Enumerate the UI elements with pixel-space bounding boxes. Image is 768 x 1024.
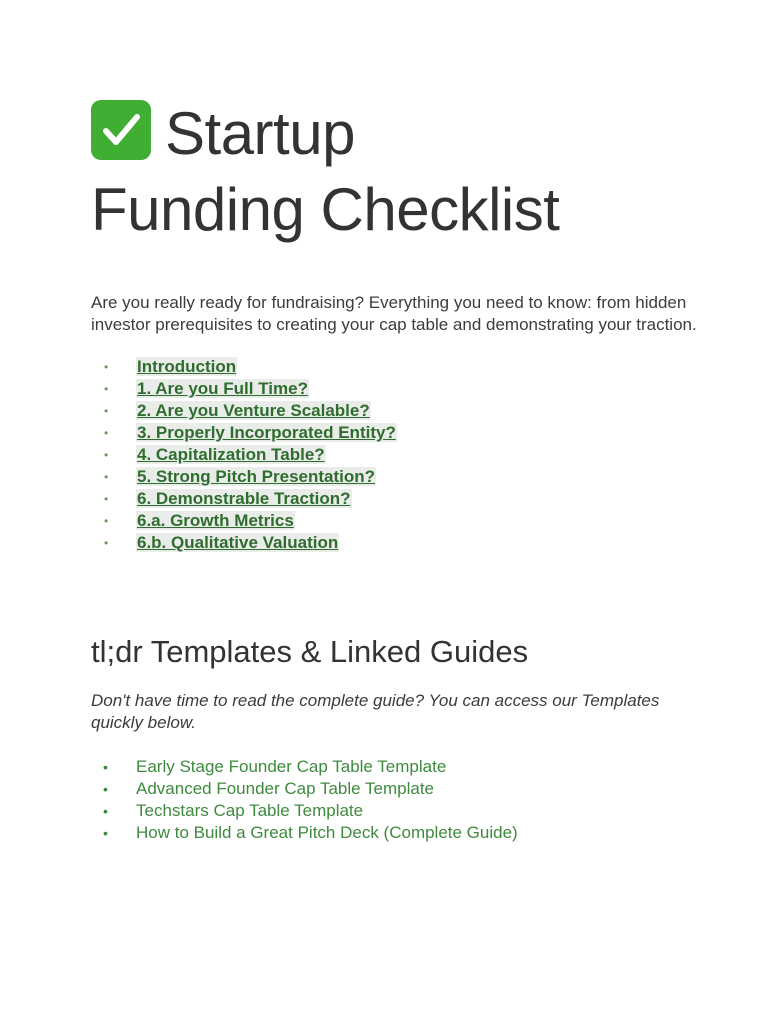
- bullet-icon: •: [104, 382, 109, 396]
- title-line-2: Funding Checklist: [91, 176, 560, 243]
- toc-item: [91, 422, 711, 444]
- toc-link-qualitative-valuation[interactable]: 6.b. Qualitative Valuation: [137, 533, 339, 552]
- list-item: [91, 800, 711, 822]
- table-of-contents: [91, 356, 711, 554]
- templates-link-list: [91, 756, 711, 844]
- bullet-icon: •: [104, 536, 109, 550]
- toc-item: [91, 400, 711, 422]
- toc-link-incorporated-entity[interactable]: 3. Properly Incorporated Entity?: [137, 423, 396, 442]
- bullet-icon: •: [104, 514, 109, 528]
- link-advanced-cap-table[interactable]: Advanced Founder Cap Table Template: [136, 779, 435, 798]
- toc-link-introduction[interactable]: Introduction: [137, 357, 237, 376]
- templates-note: Don't have time to read the complete guide? You can access our Templates quickly below.: [91, 691, 660, 732]
- toc-item: [91, 444, 711, 466]
- list-item: [91, 822, 711, 844]
- toc-item: [91, 378, 711, 400]
- bullet-icon: •: [104, 426, 109, 440]
- list-item: [91, 778, 711, 800]
- document-page: [91, 96, 711, 844]
- page-title: [91, 96, 711, 248]
- bullet-icon: •: [103, 825, 108, 841]
- toc-item: [91, 466, 711, 488]
- intro-paragraph: Are you really ready for fundraising? Everything you need to know: from hidden investor prerequisites to creating your cap table and demonstrating your traction.: [91, 293, 697, 334]
- toc-item: [91, 356, 711, 378]
- toc-item: [91, 488, 711, 510]
- toc-link-demonstrable-traction[interactable]: 6. Demonstrable Traction?: [137, 489, 351, 508]
- bullet-icon: •: [104, 360, 109, 374]
- templates-heading: tl;dr Templates & Linked Guides: [91, 634, 529, 669]
- toc-item: [91, 532, 711, 554]
- toc-link-pitch-presentation[interactable]: 5. Strong Pitch Presentation?: [137, 467, 376, 486]
- toc-link-full-time[interactable]: 1. Are you Full Time?: [137, 379, 308, 398]
- list-item: [91, 756, 711, 778]
- toc-link-capitalization-table[interactable]: 4. Capitalization Table?: [137, 445, 325, 464]
- check-mark-icon: [91, 100, 151, 160]
- bullet-icon: •: [103, 759, 108, 775]
- bullet-icon: •: [104, 470, 109, 484]
- bullet-icon: •: [103, 781, 108, 797]
- link-pitch-deck-guide[interactable]: How to Build a Great Pitch Deck (Complete Guide): [136, 823, 518, 842]
- bullet-icon: •: [104, 448, 109, 462]
- link-techstars-cap-table[interactable]: Techstars Cap Table Template: [136, 801, 364, 820]
- toc-item: [91, 510, 711, 532]
- title-text-startup: Startup: [165, 100, 355, 167]
- toc-link-growth-metrics[interactable]: 6.a. Growth Metrics: [137, 511, 294, 530]
- bullet-icon: •: [103, 803, 108, 819]
- title-line-1: [91, 96, 711, 172]
- link-early-stage-cap-table[interactable]: Early Stage Founder Cap Table Template: [136, 757, 447, 776]
- toc-link-venture-scalable[interactable]: 2. Are you Venture Scalable?: [137, 401, 370, 420]
- bullet-icon: •: [104, 492, 109, 506]
- bullet-icon: •: [104, 404, 109, 418]
